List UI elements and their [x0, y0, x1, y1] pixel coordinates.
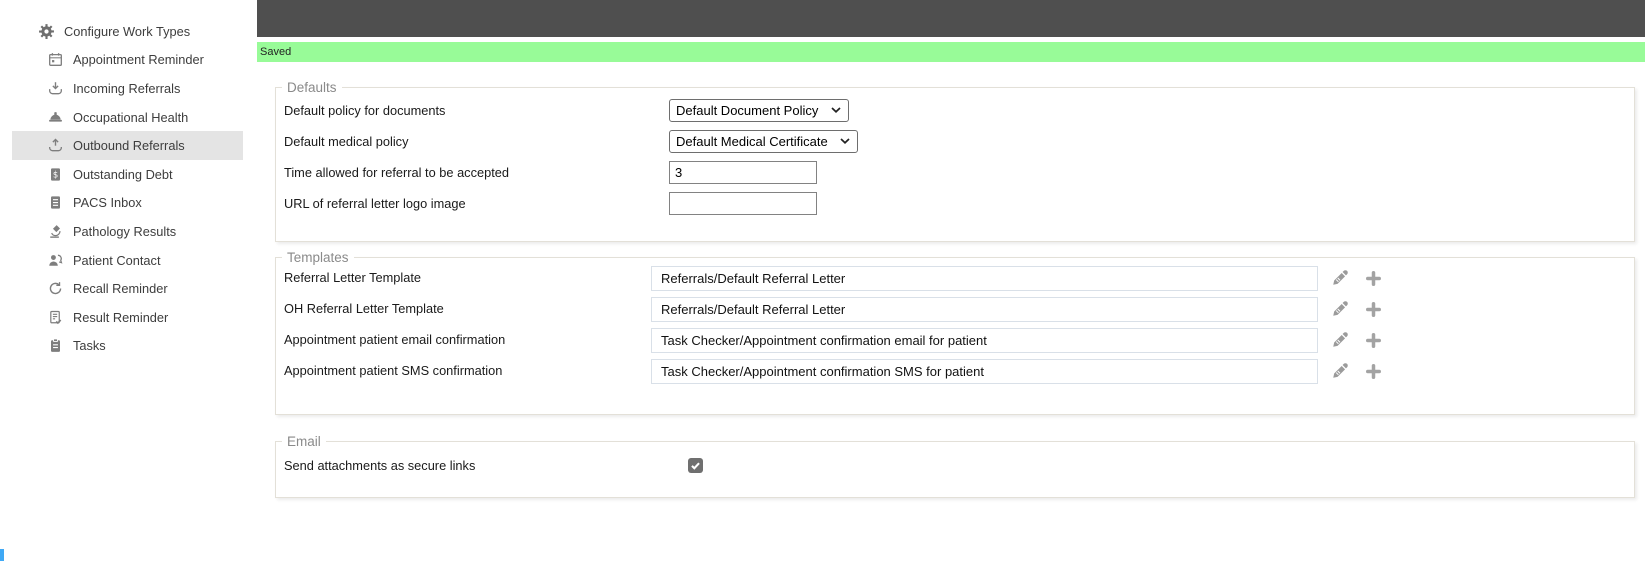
sidebar-item-pathology-results[interactable] — [12, 217, 243, 246]
clipboard-icon — [46, 337, 64, 355]
sidebar-menu — [0, 17, 257, 360]
sidebar-item-label: Recall Reminder — [73, 281, 168, 297]
defaults-section — [275, 80, 1635, 242]
plus-icon — [1365, 332, 1382, 349]
add-template-button[interactable] — [1363, 361, 1383, 381]
form-row — [276, 266, 1634, 290]
sidebar-item-pacs-inbox[interactable] — [12, 189, 243, 218]
chevron-down-icon — [840, 138, 850, 145]
form-row — [276, 359, 1634, 383]
hard-hat-icon — [46, 108, 64, 126]
sidebar-item-label: Outbound Referrals — [73, 138, 185, 154]
form-row — [276, 328, 1634, 352]
sidebar-item-label: Appointment Reminder — [73, 52, 204, 68]
outgoing-tray-icon — [46, 137, 64, 155]
sidebar-item-recall-reminder[interactable] — [12, 274, 243, 303]
field-label: Time allowed for referral to be accepted — [284, 165, 510, 180]
pencil-icon — [1331, 269, 1349, 287]
document-lines-icon — [46, 194, 64, 212]
appointment-email-confirmation-input[interactable] — [651, 328, 1318, 353]
field-label: Referral Letter Template — [284, 270, 422, 285]
templates-legend: Templates — [282, 249, 354, 266]
appointment-sms-confirmation-input[interactable] — [651, 359, 1318, 384]
add-template-button[interactable] — [1363, 299, 1383, 319]
sidebar-item-outbound-referrals[interactable] — [12, 131, 243, 160]
field-label: Default policy for documents — [284, 103, 446, 118]
sidebar-item-outstanding-debt[interactable] — [12, 160, 243, 189]
edit-template-button[interactable] — [1330, 330, 1350, 350]
defaults-legend: Defaults — [282, 79, 342, 96]
top-bar — [257, 0, 1645, 37]
select-value: Default Document Policy — [676, 103, 819, 118]
sidebar-item-label: Outstanding Debt — [73, 166, 173, 182]
field-label: URL of referral letter logo image — [284, 196, 466, 211]
sidebar-item-appointment-reminder[interactable] — [12, 46, 243, 75]
plus-icon — [1365, 270, 1382, 287]
sidebar-item-label: Occupational Health — [73, 109, 189, 125]
sidebar-item-occupational-health[interactable] — [12, 103, 243, 132]
sidebar-item-configure-work-types[interactable] — [12, 17, 243, 46]
sidebar-item-label: Incoming Referrals — [73, 80, 181, 96]
templates-section — [275, 250, 1635, 415]
sidebar-item-label: Result Reminder — [73, 309, 169, 325]
default-medical-policy-select[interactable] — [669, 130, 858, 153]
pencil-icon — [1331, 331, 1349, 349]
sidebar-item-tasks[interactable] — [12, 332, 243, 361]
plus-icon — [1365, 363, 1382, 380]
sidebar-item-label: Patient Contact — [73, 252, 161, 268]
secure-links-checkbox[interactable] — [688, 458, 703, 473]
plus-icon — [1365, 301, 1382, 318]
sidebar-item-label: Pathology Results — [73, 223, 177, 239]
blue-scroll-fragment — [0, 549, 4, 561]
edit-template-button[interactable] — [1330, 268, 1350, 288]
edit-template-button[interactable] — [1330, 361, 1350, 381]
referral-letter-template-input[interactable] — [651, 266, 1318, 291]
edit-template-button[interactable] — [1330, 299, 1350, 319]
form-row — [276, 454, 1634, 478]
microscope-icon — [46, 222, 64, 240]
calendar-icon — [46, 51, 64, 69]
field-label: Appointment patient SMS confirmation — [284, 363, 503, 378]
svg-text:$: $ — [52, 169, 58, 180]
sidebar-item-label: Configure Work Types — [64, 23, 191, 39]
sidebar-item-label: Tasks — [73, 338, 106, 354]
form-row — [276, 99, 1634, 123]
sidebar-item-label: PACS Inbox — [73, 195, 142, 211]
form-row — [276, 161, 1634, 185]
invoice-dollar-icon — [46, 165, 64, 183]
add-template-button[interactable] — [1363, 330, 1383, 350]
oh-referral-letter-template-input[interactable] — [651, 297, 1318, 322]
email-section — [275, 434, 1635, 498]
select-value: Default Medical Certificate — [676, 134, 828, 149]
form-row — [276, 297, 1634, 321]
check-icon — [690, 460, 701, 471]
form-row — [276, 130, 1634, 154]
referral-acceptance-time-input[interactable] — [669, 161, 817, 184]
saved-banner: Saved — [257, 42, 1645, 62]
field-label: Default medical policy — [284, 134, 409, 149]
field-label: Appointment patient email confirmation — [284, 332, 506, 347]
pencil-icon — [1331, 300, 1349, 318]
email-legend: Email — [282, 433, 326, 450]
form-row — [276, 192, 1634, 216]
sidebar — [0, 0, 257, 562]
sidebar-item-incoming-referrals[interactable] — [12, 74, 243, 103]
person-chat-icon — [46, 251, 64, 269]
field-label: Send attachments as secure links — [284, 458, 476, 473]
document-check-icon — [46, 308, 64, 326]
default-document-policy-select[interactable] — [669, 99, 849, 122]
pencil-icon — [1331, 362, 1349, 380]
referral-logo-url-input[interactable] — [669, 192, 817, 215]
sidebar-item-patient-contact[interactable] — [12, 246, 243, 275]
sidebar-item-result-reminder[interactable] — [12, 303, 243, 332]
add-template-button[interactable] — [1363, 268, 1383, 288]
chevron-down-icon — [831, 107, 841, 114]
gear-icon — [37, 22, 55, 40]
refresh-icon — [46, 280, 64, 298]
incoming-tray-icon — [46, 79, 64, 97]
field-label: OH Referral Letter Template — [284, 301, 444, 316]
